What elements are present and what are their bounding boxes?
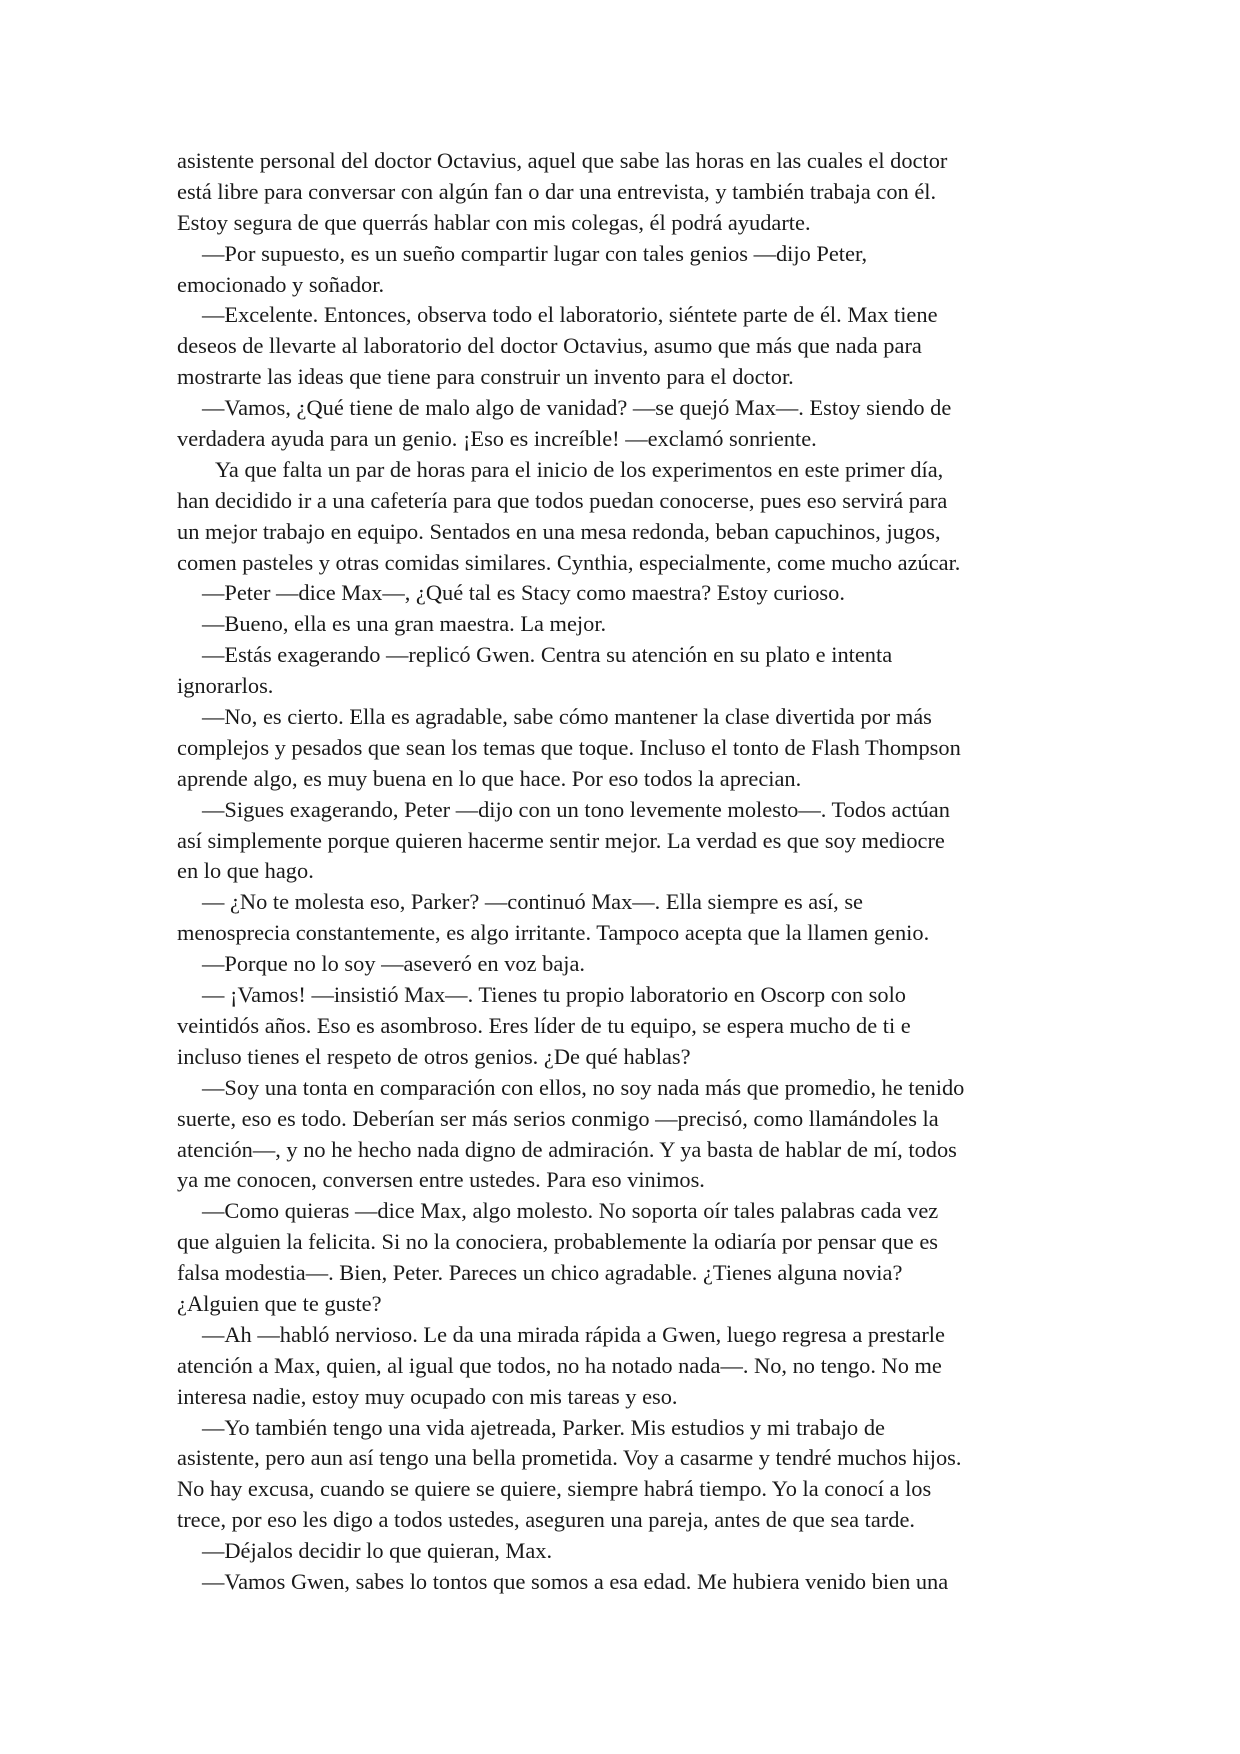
- text-line: ignorarlos.: [177, 673, 274, 699]
- text-line: mostrarte las ideas que tiene para construir un invento para el doctor.: [177, 364, 794, 390]
- text-line: — ¡Vamos! —insistió Max—. Tienes tu propio laboratorio en Oscorp con solo: [202, 982, 907, 1008]
- text-line: —Vamos Gwen, sabes lo tontos que somos a esa edad. Me hubiera venido bien una: [202, 1568, 949, 1594]
- text-line: atención—, y no he hecho nada digno de admiración. Y ya basta de hablar de mí, todos: [177, 1136, 957, 1162]
- text-line: emocionado y soñador.: [177, 271, 385, 297]
- text-line: en lo que hago.: [177, 858, 314, 884]
- text-line: — ¿No te molesta eso, Parker? —continuó Max—. Ella siempre es así, se: [202, 889, 863, 915]
- text-line: complejos y pesados que sean los temas que toque. Incluso el tonto de Flash Thompson: [177, 734, 961, 760]
- text-line: ya me conocen, conversen entre ustedes. Para eso vinimos.: [177, 1167, 705, 1193]
- text-line: Estoy segura de que querrás hablar con mis colegas, él podrá ayudarte.: [177, 209, 811, 235]
- text-line: Ya que falta un par de horas para el inicio de los experimentos en este primer día,: [215, 456, 944, 482]
- text-line: aprende algo, es muy buena en lo que hace. Por eso todos la aprecian.: [177, 765, 802, 791]
- text-line: —Como quieras —dice Max, algo molesto. No soporta oír tales palabras cada vez: [202, 1198, 939, 1224]
- text-line: ¿Alguien que te guste?: [177, 1290, 382, 1316]
- text-line: asistente, pero aun así tengo una bella prometida. Voy a casarme y tendré muchos hijos.: [177, 1445, 962, 1471]
- text-line: atención a Max, quien, al igual que todos, no ha notado nada—. No, no tengo. No me: [177, 1352, 942, 1378]
- text-line: asistente personal del doctor Octavius, aquel que sabe las horas en las cuales el doctor: [177, 148, 948, 173]
- text-line: —Soy una tonta en comparación con ellos, no soy nada más que promedio, he tenido: [202, 1074, 965, 1100]
- text-line: interesa nadie, estoy muy ocupado con mis tareas y eso.: [177, 1383, 678, 1409]
- text-line: —Sigues exagerando, Peter —dijo con un tono levemente molesto—. Todos actúan: [202, 796, 950, 822]
- text-line: veintidós años. Eso es asombroso. Eres líder de tu equipo, se espera mucho de ti e: [177, 1012, 911, 1038]
- text-line: —Déjalos decidir lo que quieran, Max.: [202, 1538, 553, 1564]
- text-line: menosprecia constantemente, es algo irritante. Tampoco acepta que la llamen genio.: [177, 920, 930, 946]
- text-line: un mejor trabajo en equipo. Sentados en una mesa redonda, beban capuchinos, jugos,: [177, 518, 941, 544]
- text-line: —Estás exagerando —replicó Gwen. Centra su atención en su plato e intenta: [202, 642, 893, 668]
- text-line: han decidido ir a una cafetería para que todos puedan conocerse, pues eso servirá para: [177, 487, 948, 513]
- text-line: falsa modestia—. Bien, Peter. Pareces un chico agradable. ¿Tienes alguna novia?: [177, 1260, 903, 1286]
- text-line: —Yo también tengo una vida ajetreada, Parker. Mis estudios y mi trabajo de: [202, 1414, 885, 1440]
- text-line: que alguien la felicita. Si no la conociera, probablemente la odiaría por pensar que es: [177, 1229, 938, 1255]
- text-line: —Excelente. Entonces, observa todo el laboratorio, siéntete parte de él. Max tiene: [202, 302, 938, 328]
- text-line: —Vamos, ¿Qué tiene de malo algo de vanidad? —se quejó Max—. Estoy siendo de: [202, 395, 952, 421]
- text-line: incluso tienes el respeto de otros genios. ¿De qué hablas?: [177, 1043, 691, 1069]
- text-line: verdadera ayuda para un genio. ¡Eso es increíble! —exclamó sonriente.: [177, 426, 817, 452]
- text-line: suerte, eso es todo. Deberían ser más serios conmigo —precisó, como llamándoles la: [177, 1105, 939, 1131]
- text-line: —No, es cierto. Ella es agradable, sabe cómo mantener la clase divertida por más: [202, 704, 932, 730]
- text-line: está libre para conversar con algún fan o dar una entrevista, y también trabaja con él.: [177, 178, 937, 204]
- text-line: —Ah —habló nervioso. Le da una mirada rápida a Gwen, luego regresa a prestarle: [202, 1321, 945, 1347]
- body-text: [177, 146, 1057, 1598]
- text-line: —Peter —dice Max—, ¿Qué tal es Stacy como maestra? Estoy curioso.: [202, 580, 845, 606]
- text-line: así simplemente porque quieren hacerme sentir mejor. La verdad es que soy mediocre: [177, 827, 945, 853]
- text-line: —Bueno, ella es una gran maestra. La mejor.: [202, 611, 607, 637]
- text-line: No hay excusa, cuando se quiere se quiere, siempre habrá tiempo. Yo la conocí a los: [177, 1476, 932, 1502]
- text-line: —Por supuesto, es un sueño compartir lugar con tales genios —dijo Peter,: [202, 240, 868, 266]
- text-line: trece, por eso les digo a todos ustedes, aseguren una pareja, antes de que sea tarde.: [177, 1507, 915, 1533]
- text-line: —Porque no lo soy —aseveró en voz baja.: [202, 951, 586, 977]
- text-line: comen pasteles y otras comidas similares. Cynthia, especialmente, come mucho azúcar.: [177, 549, 961, 575]
- text-line: deseos de llevarte al laboratorio del doctor Octavius, asumo que más que nada para: [177, 333, 922, 359]
